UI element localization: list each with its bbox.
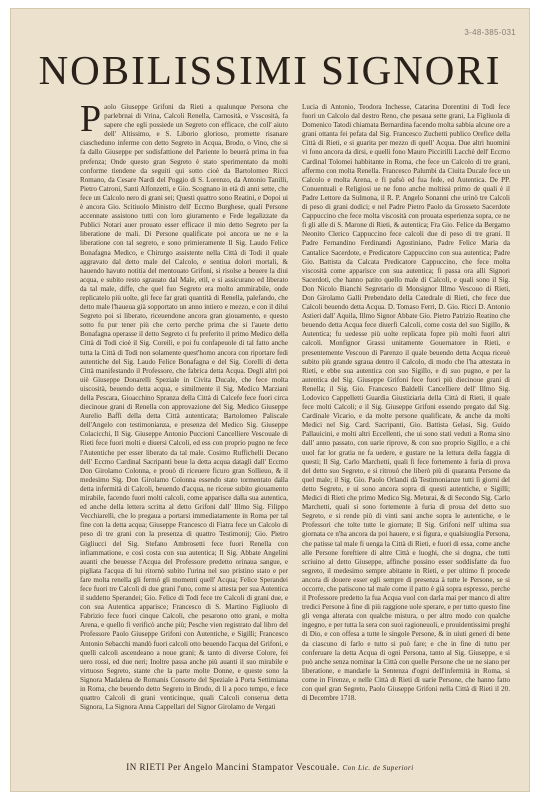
drop-cap-letter: P <box>80 103 102 140</box>
text-column-left <box>80 103 288 743</box>
text-columns <box>80 103 510 743</box>
printer-imprint <box>10 762 530 772</box>
paragraph-left <box>80 103 288 712</box>
column-left-text: aolo Giuseppe Grifoni da Rieti a qualunque Persona che parlebrnai di Vrina, Calcoli Renella, Carnosità, e Vsscosità, fa sapere che egli possiede un Segreto con efficace, che coll' aiuto dell' Altissimo, e S. Liborio glorioso, promette risanare ciascheduno inferme con detto Segreto in Acqua, Brodo, o Vino, che si fa dallo Giuseppe per sodisfattione del Pariente lo beuerà prima in fua prefenza; Onde questo gran Segreto è stato sperimentato da molti conforme tiendene da seguiti qui sotto cioè da Bartolomeo Ricci Romano, da Cesare Nardi del Poggio di S. Lorenzo, da Antonio Tanilli, Pietro Catroni, Santi Alfonzetti, e Gio. Scognano in età di anni sette, che fece un Calcolo nero di grani sei; Questi quattro sono Reatini, e Dopoi ui è ancora Gio. Scitiuolo Ministro dell' Eccmo Burghese, quali Persone accennate assistono tutti con loro giuramento e Fede legalizzate da Publici Notari auer prouato esser efficace il mio detto Segreto per la liberatione de mali. Di Persone qualificate poi ancora ue ne e la liberatione con tal segreto, e sono primieramente Il Sig. Laudo Felice Bonafagna Medico, e Chirurgo assistente nella Città di Todi il quale aggravato dal detto male del Calcolo, e sentiua dolori mortali, & hauendo havuto notitia del mentouato Grifoni, si risolse a beuere la diui acqua, e subito resto sgrauato dal Male, etil, e si assicurano ed liberato da tal male, diffe, che quel fuo Segreto era molto ammirabile, onde replicatelo più uolte, gli fece far grati quantità di Renella, palefando, che detto male l'haueua già sopportato un anno intiero e mezzo, e con il dilui Segreto poi si liberato, riceuendone ancora gran giouamento, e questo sotto fu pur tener più che certo perche prima che si l'auete detto Bonafagna operasse il detto Segreto ci fu preferito il primo Medico della Città di Todi cioè il Sig. Coreili, e poi fu confapeuole di tal fatto anche tutta la Città di Todi non solamente quest'homo ancora con riportare fedi autentiche del Sig. Laudo Felice Bonafagna e del Sig. Corelli di detta Città manifestando il Professore, che fabrica detta Acqua. Degli altri poi uiè Giuseppe Donarelli Speziale in Civita Ducale, che fece molta uiscosità, beuendo detta acqua, e similmente il Sig. Medico Marziani della Pescara, Gioacchino Spranza della Città di Calcefe fece fuori circa diecinoue grani di Renella con approvazione del Sig. Medico Giuseppe Aurelio Baffi della detta Città autenticata; Bartolomeo Paliscale dell'Angelo con testimonianza, e presenza del Medico Sig. Giuseppe Colacicchi, Il Sig. Giuseppe Antonio Puccioni Cancelliere Vescouale di Rieti fece fuori molti e diuersi Calcoli, ed ess con proprio pugno ne fece l'Autentiche per esser liberato da tal male. Cosimo Ruffichelli Decano dell' Eccmo Cardinal Sacripanti beue la detta acqua dataglì dall' Eccmo Don Girolamo Colonna, e prouò di riceuere ficuro gran Sollieuo, & il medesimo Sig. Don Girolamo Colonna essendo stato tormentato dalla detta infermità di Calcoli, beuendo d'acqua, ne riceue subito giouamento mirabile, facendo fuori molti calcoli, come apparisce dalla sua autentica, ed anche della lettera scritta al detto Grifoni dall' Illmo Sig. Filippo Vecchiarelli, che lo pregaua a portarsi immediatamente in Roma per tal fine con la detta acqua; Giuseppe Francesco di Fiatra fece un Calcolo di peso di tre grani con la presenza di quattro Testimonij; Gio. Pietro Gigliucci del Sig. Stefano Ambrosetti fece fuori Renella con infiammatione, e così costa con sua autentica; Il Sig. Abbate Angelini auanti che beuesse l'Acqua del Professore predetto orinaua sangue, e pigliata l'acqua di lui ritornò subito l'urina nel suo pristino stato e per fare molta renella gli fermò gli momenti quell' Acqua; Felice Sperandei fece fuori tre Calcoli di due grani l'uno, come si attesta per sua Autentica il suddetto Sperandei; Gio. Felice di Todi fece tre Calcoli di grani due, e con sua Autentica apparisce; Francesco di S. Martino Figliuolo di Fabrizio fece fuori cinque Calcoli, che pesarono otto grani, e molta Arena, e quello fi verificò anche più; Pesche vien registrato dal libro del Professore Paolo Giuseppe Grifoni con Autentiche, e Sigilli; Francesco Antonio Sebacchi mandò fuori calcoli otto beuendo l'acqua del Grifoni, e quelli calcoli ascendeano a noue grani; & tanto di diverse Colore, fei uero rossi, ed due neri; Inoltre passa anche più auanti il suo mirabile e virtuoso Segreto, stante che la parte molte Donne, e queste sono la Signora Madalena de Romanis Consorte del Speziale à Porta Settimiana in Roma, che beuendo detto Segreto in Brodo, di lì a poco tempo, e fece quattro Calcoli di grani venticinque, quali Calcoli conserua detta Signora, La Signora Anna Cappellari del Signor Girolamo de Vergati <box>80 103 288 712</box>
column-right-text: Lucia di Antonio, Teodora Inchesse, Catarina Dorentini di Todi fece fuori un Calcolo dal destro Reno, che pesaua sette grani, La Figliuola di Domenico Tatodi chiamata Bernardina facendo molta sabbia alcune ore a grani ottanta fei pefata dal Sig. Francesco Zuchetti publico Orefice della Città di Rieti, e si guarita per mezzo di quell' Acqua. Due altri huomini vi fono ancora da dirsi, e quelli fono Mauro Piccirilli Lacchè dell' Eccmo Cardinal Tolomei habbitante in Roma, che fece un Calcolo di tre grani, affermo con molta Renella. Francesco Palumbi da Ciuita Ducale fece un Calcolo e molta Arena, e fi pafsò ed fua fede, ed Autentica. De PP. Conuentuali e Religiosi ue ne fono anche moltissi primo de quali è il Padre Lettore da Sulmona, il R. P. Angelo Sonanni che urinò tre Calcoli di peso di grani dodici; e nel Padre Pietro Paolo da Grosseto Sacerdote Cappuccino che fece molta viscosità con prouata esperienza sopra, ce ne fi gli alle di S. Marone di Rieti, & autentica; Fra Gio. Felice da Bergamo Neonito Clerico Cappuccino fece calcoli due di peso di tre grani. Il Padre Fernandino Ferdinandi Agostiniano, Padre Felice Maria da Cantalice Sacerdote, e Predicatore Cappuccino con sua autentica; Padre Gio. Battista da Calcata Predicatore Cappuccino, che fece molta viscosità come apparisce con sua autentica; fi passa ora alli Signori Sacerdoti, che hanno patito quello male di Calcoli, e quali sono il Sig. Don Nicolo Bianchi Segretario di Monsignor Illmo Vescouo di Rieti, Don Girolamo Galli Prebendato della Catedrale di Rieti, che fece due Calcoli beuendo detta Acqua. D. Tomaso Ferri, D. Gio. Ricci D. Antonio Astieri dall' Aquila, Illmo Signor Abbate Gio. Pietro Patrizio Reatino che beuendo detta Acqua fece diuerfi Calcoli, come costa del suo Sigillo, & Autentica; fu uedesse più uolte replicata fopre più molti fuori altri calcoli. Monfignor Grassi unitamente Gouernatore in Rieti, e presentemente Vescouo di Parenzo il quale beuendo detta Acqua riceuè subito più grande sgraua dentro il Calcolo, di modo che l'ha attestata in Rieti, e ebbe sua autentica con suo Sigillo, e di suo pugno, e per la autentica del Sig. Giuseppe Grifoni fece fuori più diecinoue grani di Renella; il Sig. Gio. Francesco Baldelli Cancelliere dell' Illmo Sig. Lodovico Cappelletti Guardia Giustiziaria della Città di Rieti, il quale fece molti Calcoli; e il Sig. Giuseppe Grifoni essendo pregato dal Sig. Cardinale Vicario, e da molte persone qualificate, & anche da molti Medici nel Sig. Card. Sacripanti, Gio. Battista Gelasi, Sig. Guido Pallauicini, e molti altri Eccellenti, che ui sono stati veduti a Roma sino dall' anno passato, con uarie riprove, & con suo proprio Sigillo, e a chi uuol far lor gratia ne fa uedere, e gustare ne la lettura della faggia di questi; Il Sig. Carlo Marchetti, quali fi fece fortemente à furia di prova del detto suo Segreto, e si ritrouò che liberò più di quaranta Persone da quel male; il Sig. Gio. Paolo Orlandi dà Testimonianze tutti li giorni del detto Segreto, e ui sono ancora sopra di questi autentiche, e Sigilli; Medici di Rieti che primo Medico Sig. Meturai, & di Secondo Sig. Carlo Marchetti, quali si sono fortemente à furia di proua del detto suo Segreto, e si rende più di vinti sani anche sopra le autentiche, e le Professori che tolte tutte le giornate; Il Sig. Grifoni nell' ultima sua giornata ce n'ha ancora da poi hauere, e si figura, e qualsiuoglia Persona, che patisse tal male fi uenga la Città di Rieti, e fuori di essa, come anche alle Persone foreftiere di altre Città e luoghi, che si dogna, che tutti scriuino al detto Giuseppe, affinche possino esser soddisfatte da fuo segreto, il medesimo sempre abitante in Rieti, e per ultimo fi procede ancora di douere esser egli sempre di presenza à tutte le Persone, se si occorre, che patiscono tal male come il patto è già sopra espresso, perche il Professore predetto la fua Acqua vuol con darla mai per manco di altre tredici Persone à fine di più raggione uole sperare, e per tutto questo fine gli venga alterata con qualche mistura, o per altro modo con qualche ingegno, e per tutta la sera con suoi ragioneuoli, e prouidentissimi preghi di Dio, e con offesa a tutte le singole Persone, & in uiuti generi di bene da ciascuno di farlo e tutto si può fare; e che in fine di tutto per conferuare la detta Acqua di ogni Persona, tanto al Sig. Giuseppe, e si può anche senza nominar la Città con quelle Persone che ue ne siano per liberatione, e mandarle la Sentenza d'ogni dell'infermità in Roma, sì come in Firenze, e nelle Città di Rieti di uarie Persone, che hanno fatto con quel gran Segreto, Paolo Giuseppe Grifoni nella Città di Rieti il 20. di Decembre 1718. <box>302 103 510 703</box>
license-text: Con Lic. de Superiori <box>342 764 414 772</box>
archive-reference-note: 3-48-385-031 <box>464 28 516 37</box>
document-title: NOBILISSIMI SIGNORI <box>38 47 502 93</box>
text-column-right <box>302 103 510 743</box>
printed-sheet <box>10 8 530 792</box>
imprint-text: IN RIETI Per Angelo Mancini Stampator Vescouale. <box>126 762 340 772</box>
